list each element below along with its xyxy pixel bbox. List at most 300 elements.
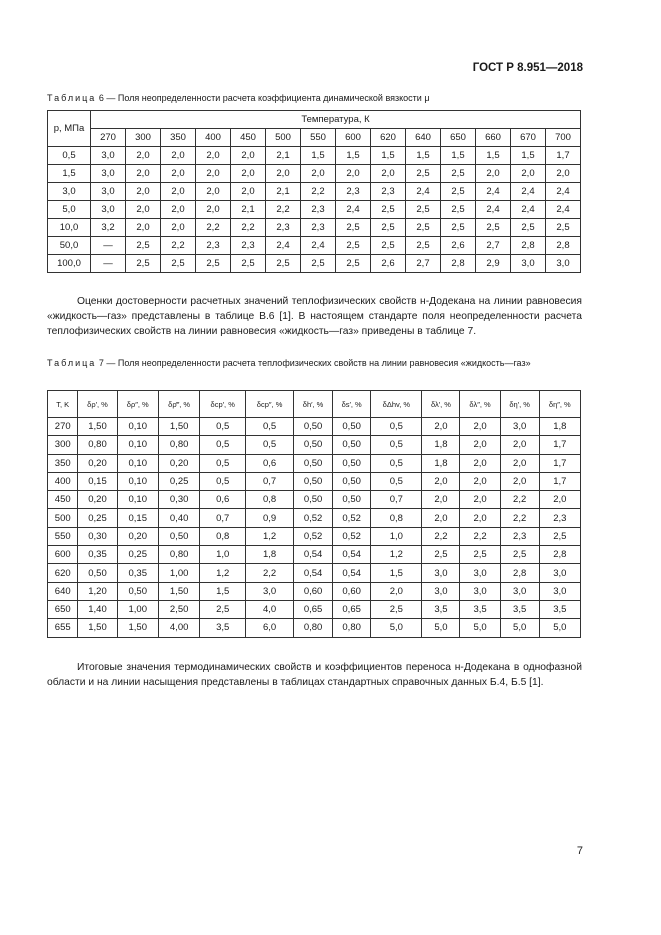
column-header: δη″, % [539,391,580,418]
table-cell: 1,8 [246,546,294,564]
table-cell: 2,4 [476,183,511,201]
table-cell: 2,7 [476,237,511,255]
table-cell: 0,40 [158,509,199,527]
table-cell: 2,5 [441,183,476,201]
table-cell: 1,7 [539,454,580,472]
column-header: δρ″, % [117,391,158,418]
table-cell: 0,80 [78,436,117,454]
table-cell: 2,5 [406,219,441,237]
table-cell: 0,10 [117,436,158,454]
table-cell: 2,8 [511,237,546,255]
table-cell: 1,2 [371,546,422,564]
table-cell: 2,0 [422,491,460,509]
table-row [48,165,581,183]
table6-caption-number: 6 [98,93,104,103]
table-cell: 3,0 [539,582,580,600]
table-cell: 5,0 [539,619,580,637]
table-cell: 2,5 [406,201,441,219]
table-row [48,582,581,600]
table-cell: — [91,237,126,255]
table-cell: 2,0 [371,582,422,600]
table-cell: 2,0 [126,219,161,237]
table-cell: 2,5 [161,255,196,273]
table-cell: 2,4 [511,183,546,201]
table-cell: 3,0 [500,582,539,600]
table-cell: 2,0 [460,491,500,509]
table-cell: 2,6 [371,255,406,273]
table-cell: 2,5 [422,546,460,564]
table-cell: 2,0 [511,165,546,183]
table-cell: 0,5 [200,454,246,472]
table-cell: 5,0 [460,619,500,637]
table-cell: 2,5 [126,237,161,255]
table-cell: 2,0 [161,165,196,183]
table-cell: 2,0 [460,509,500,527]
temperature-cell: 550 [48,527,78,545]
table-cell: 0,50 [294,454,333,472]
table-cell: 1,5 [441,147,476,165]
table-cell: 2,1 [266,183,301,201]
temperature-col-header: 500 [266,129,301,147]
table-cell: 0,50 [294,436,333,454]
table-cell: 2,0 [500,472,539,490]
table-cell: 0,52 [333,527,371,545]
table-cell: 0,5 [371,418,422,436]
table-cell: 2,2 [422,527,460,545]
table-cell: 2,0 [231,165,266,183]
table-cell: 2,0 [500,454,539,472]
table-cell: 2,1 [266,147,301,165]
column-header: δλ″, % [460,391,500,418]
table-cell: 0,65 [333,600,371,618]
table-cell: 2,3 [231,237,266,255]
table-cell: 1,8 [539,418,580,436]
table-cell: 3,5 [539,600,580,618]
table-cell: 0,6 [246,454,294,472]
table-cell: 2,0 [422,472,460,490]
table-cell: 1,5 [371,147,406,165]
table-cell: 1,50 [78,418,117,436]
table-cell: 2,5 [371,600,422,618]
table-cell: 2,0 [460,454,500,472]
table-cell: 2,5 [441,165,476,183]
table-row [48,619,581,637]
table-cell: 0,5 [200,472,246,490]
table-cell: 2,5 [336,237,371,255]
temperature-cell: 620 [48,564,78,582]
table-cell: 1,50 [117,619,158,637]
table-cell: 0,50 [333,418,371,436]
table7-caption [47,358,587,369]
table-cell: — [91,255,126,273]
table-cell: 2,0 [422,418,460,436]
table-cell: 2,0 [460,436,500,454]
table-cell: 0,60 [294,582,333,600]
table-cell: 1,2 [200,564,246,582]
table-cell: 2,5 [200,600,246,618]
table-cell: 2,5 [500,546,539,564]
table-cell: 2,2 [460,527,500,545]
table-cell: 1,50 [158,582,199,600]
table-cell: 2,5 [406,165,441,183]
table-cell: 2,0 [460,472,500,490]
temperature-col-header: 650 [441,129,476,147]
temperature-cell: 270 [48,418,78,436]
table-cell: 2,2 [246,564,294,582]
table-cell: 0,5 [200,436,246,454]
table-cell: 2,9 [476,255,511,273]
column-header: δλ′, % [422,391,460,418]
temperature-col-header: 700 [546,129,581,147]
table-cell: 2,4 [406,183,441,201]
table-cell: 1,2 [246,527,294,545]
table-cell: 2,8 [500,564,539,582]
temperature-col-header: 600 [336,129,371,147]
table-cell: 2,0 [301,165,336,183]
table-cell: 2,0 [231,147,266,165]
table-cell: 3,2 [91,219,126,237]
table-cell: 2,3 [539,509,580,527]
table-cell: 1,5 [336,147,371,165]
table-cell: 0,50 [333,454,371,472]
table-cell: 3,5 [460,600,500,618]
table-cell: 2,0 [126,183,161,201]
table-cell: 2,0 [460,418,500,436]
table-cell: 0,80 [333,619,371,637]
temperature-col-header: 640 [406,129,441,147]
table-cell: 0,52 [333,509,371,527]
table-cell: 4,0 [246,600,294,618]
temperature-cell: 655 [48,619,78,637]
table-cell: 1,0 [371,527,422,545]
table-cell: 2,0 [539,491,580,509]
table-cell: 0,20 [117,527,158,545]
table-row [48,600,581,618]
table-cell: 5,0 [371,619,422,637]
table-row [48,418,581,436]
table-cell: 0,15 [78,472,117,490]
table-cell: 2,3 [301,201,336,219]
table-cell: 2,2 [231,219,266,237]
table-cell: 2,0 [231,183,266,201]
table-cell: 1,50 [78,619,117,637]
table-cell: 0,5 [371,436,422,454]
table-cell: 0,7 [246,472,294,490]
table-cell: 3,5 [200,619,246,637]
table-cell: 0,52 [294,527,333,545]
table-cell: 1,40 [78,600,117,618]
table-cell: 2,0 [196,201,231,219]
temperature-col-header: 270 [91,129,126,147]
table-cell: 2,5 [371,219,406,237]
table-cell: 1,5 [301,147,336,165]
viscosity-uncertainty-table [47,110,581,273]
table-cell: 0,80 [294,619,333,637]
table-cell: 2,0 [336,165,371,183]
table-cell: 2,0 [126,165,161,183]
temperature-col-header: 620 [371,129,406,147]
column-header: δΔhv, % [371,391,422,418]
table-cell: 2,2 [500,491,539,509]
table-cell: 3,0 [546,255,581,273]
table-cell: 2,3 [371,183,406,201]
table-cell: 2,4 [301,237,336,255]
table-cell: 0,50 [78,564,117,582]
table-cell: 2,4 [476,201,511,219]
table-cell: 2,0 [371,165,406,183]
table-cell: 2,5 [301,255,336,273]
table-cell: 1,00 [117,600,158,618]
temperature-header: Температура, К [91,111,581,129]
table-cell: 0,54 [333,546,371,564]
table-cell: 0,10 [117,491,158,509]
table-cell: 0,35 [78,546,117,564]
table-cell: 0,54 [294,546,333,564]
pressure-cell: 1,5 [48,165,91,183]
table-cell: 0,50 [333,491,371,509]
temperature-col-header: 550 [301,129,336,147]
table-cell: 0,52 [294,509,333,527]
table-cell: 2,5 [546,219,581,237]
table-row [48,183,581,201]
table-cell: 5,0 [500,619,539,637]
table-row [48,509,581,527]
table-cell: 0,10 [117,472,158,490]
table-cell: 3,0 [422,582,460,600]
table-cell: 0,54 [333,564,371,582]
table-cell: 0,54 [294,564,333,582]
table-cell: 0,50 [294,472,333,490]
table-cell: 2,5 [476,219,511,237]
table7-caption-number: 7 [98,358,104,368]
table-cell: 2,5 [511,219,546,237]
page-number: 7 [576,845,583,857]
table-cell: 5,0 [422,619,460,637]
table-cell: 3,0 [511,255,546,273]
table-cell: 2,2 [301,183,336,201]
table-row [48,237,581,255]
table-cell: 4,00 [158,619,199,637]
paragraph-2-text: Итоговые значения термодинамических свойств и коэффициентов переноса н-Додекана в однофазной области и на линии насыщения представлены в таблицах стандартных справочных данных Б.4, Б.5 [1]. [47,662,582,688]
table-cell: 0,25 [78,509,117,527]
table-cell: 0,35 [117,564,158,582]
table-cell: 0,5 [371,472,422,490]
table-cell: 1,50 [158,418,199,436]
table-cell: 0,6 [200,491,246,509]
table-cell: 2,0 [161,219,196,237]
table-cell: 0,5 [371,454,422,472]
saturation-uncertainty-table [47,390,581,638]
table-cell: 1,5 [511,147,546,165]
table-cell: 3,0 [91,201,126,219]
table-cell: 2,8 [539,546,580,564]
paragraph-2 [47,660,582,690]
table-cell: 0,50 [117,582,158,600]
temperature-col-header: 350 [161,129,196,147]
table-cell: 0,8 [246,491,294,509]
temperature-col-header: 300 [126,129,161,147]
table-cell: 0,25 [117,546,158,564]
table-cell: 2,5 [336,219,371,237]
table-row [48,472,581,490]
pressure-cell: 5,0 [48,201,91,219]
table-row [48,219,581,237]
table-cell: 1,5 [200,582,246,600]
temperature-cell: 640 [48,582,78,600]
pressure-cell: 0,5 [48,147,91,165]
table-cell: 2,0 [126,201,161,219]
temperature-cell: 500 [48,509,78,527]
temperature-cell: 400 [48,472,78,490]
table-row [48,491,581,509]
document-header: ГОСТ Р 8.951—2018 [472,62,583,74]
table-cell: 3,5 [500,600,539,618]
column-header: δh′, % [294,391,333,418]
table-row [48,201,581,219]
table-cell: 3,0 [246,582,294,600]
column-header: δη′, % [500,391,539,418]
table-cell: 2,2 [266,201,301,219]
table-cell: 0,10 [117,454,158,472]
column-header: δcp′, % [200,391,246,418]
table-cell: 2,2 [500,509,539,527]
pressure-cell: 3,0 [48,183,91,201]
table-cell: 2,5 [539,527,580,545]
table-cell: 2,5 [406,237,441,255]
table-cell: 1,5 [371,564,422,582]
table-cell: 3,0 [91,183,126,201]
table-cell: 2,3 [196,237,231,255]
table-row [48,564,581,582]
table-cell: 2,8 [546,237,581,255]
temperature-col-header: 670 [511,129,546,147]
table-row [48,454,581,472]
table-cell: 0,5 [200,418,246,436]
table-cell: 2,6 [441,237,476,255]
table-cell: 2,0 [500,436,539,454]
table-cell: 2,3 [266,219,301,237]
table-cell: 2,5 [126,255,161,273]
table-cell: 3,5 [422,600,460,618]
table-row [48,147,581,165]
table-cell: 0,8 [371,509,422,527]
table-cell: 0,15 [117,509,158,527]
table-cell: 0,7 [200,509,246,527]
table-cell: 0,50 [333,472,371,490]
table-cell: 2,2 [196,219,231,237]
table-cell: 2,4 [266,237,301,255]
table-cell: 1,8 [422,436,460,454]
table-cell: 2,4 [511,201,546,219]
table-cell: 1,5 [476,147,511,165]
table-cell: 3,0 [460,582,500,600]
table-cell: 2,0 [546,165,581,183]
table-cell: 0,10 [117,418,158,436]
table-row [48,436,581,454]
temperature-cell: 600 [48,546,78,564]
table-cell: 0,50 [294,418,333,436]
table-cell: 2,0 [161,147,196,165]
table-cell: 0,5 [246,436,294,454]
table-cell: 2,5 [196,255,231,273]
table-cell: 2,5 [441,201,476,219]
table-cell: 3,0 [500,418,539,436]
table-cell: 2,0 [196,165,231,183]
table-cell: 0,9 [246,509,294,527]
table-row [48,527,581,545]
table-cell: 1,7 [539,472,580,490]
table-cell: 6,0 [246,619,294,637]
table-cell: 2,3 [500,527,539,545]
table-cell: 2,8 [441,255,476,273]
table-cell: 2,0 [161,201,196,219]
table-cell: 2,4 [336,201,371,219]
table-cell: 0,20 [158,454,199,472]
table-cell: 2,3 [301,219,336,237]
table-cell: 2,0 [196,147,231,165]
table-cell: 2,2 [161,237,196,255]
table-cell: 2,0 [422,509,460,527]
table-cell: 0,60 [333,582,371,600]
table-cell: 2,3 [336,183,371,201]
table-cell: 2,5 [336,255,371,273]
table-cell: 1,7 [546,147,581,165]
table7-caption-label: Таблица [47,358,97,368]
table-cell: 3,0 [539,564,580,582]
column-header: δρ‴, % [158,391,199,418]
table-cell: 2,4 [546,201,581,219]
table-cell: 1,00 [158,564,199,582]
temperature-cell: 350 [48,454,78,472]
table-cell: 2,0 [196,183,231,201]
table-cell: 1,20 [78,582,117,600]
table-cell: 2,5 [441,219,476,237]
table-cell: 0,20 [78,454,117,472]
table-cell: 3,0 [422,564,460,582]
table-cell: 0,30 [78,527,117,545]
table-cell: 0,50 [333,436,371,454]
paragraph-1 [47,294,582,339]
table-cell: 2,50 [158,600,199,618]
table-row [48,255,581,273]
table-cell: 2,5 [266,255,301,273]
pressure-header: p, МПа [48,111,91,147]
temperature-cell: 650 [48,600,78,618]
table-cell: 2,1 [231,201,266,219]
table-cell: 3,0 [91,165,126,183]
table-cell: 0,7 [371,491,422,509]
table-cell: 3,0 [91,147,126,165]
table-cell: 1,7 [539,436,580,454]
column-header: δρ′, % [78,391,117,418]
table7-caption-text: — Поля неопределенности расчета теплофизических свойств на линии равновесия «жидкость—газ» [106,358,531,368]
temperature-col-header: 660 [476,129,511,147]
paragraph-1-text: Оценки достоверности расчетных значений теплофизических свойств н-Додекана на линии равновесия «жидкость—газ» представлены в таблице В.6 [1]. В настоящем стандарте поля неопределенности расчета теплофизических свойств на линии равновесия «жидкость—газ» приведены в таблице 7. [47,296,582,337]
table-cell: 0,20 [78,491,117,509]
table-cell: 0,25 [158,472,199,490]
column-header: T, K [48,391,78,418]
table-cell: 2,5 [231,255,266,273]
column-header: δcp″, % [246,391,294,418]
table6-caption-text: — Поля неопределенности расчета коэффициента динамической вязкости μ [106,93,430,103]
table-cell: 0,80 [158,436,199,454]
table-cell: 3,0 [460,564,500,582]
table-cell: 0,65 [294,600,333,618]
temperature-col-header: 450 [231,129,266,147]
table-cell: 0,5 [246,418,294,436]
column-header: δs′, % [333,391,371,418]
pressure-cell: 10,0 [48,219,91,237]
